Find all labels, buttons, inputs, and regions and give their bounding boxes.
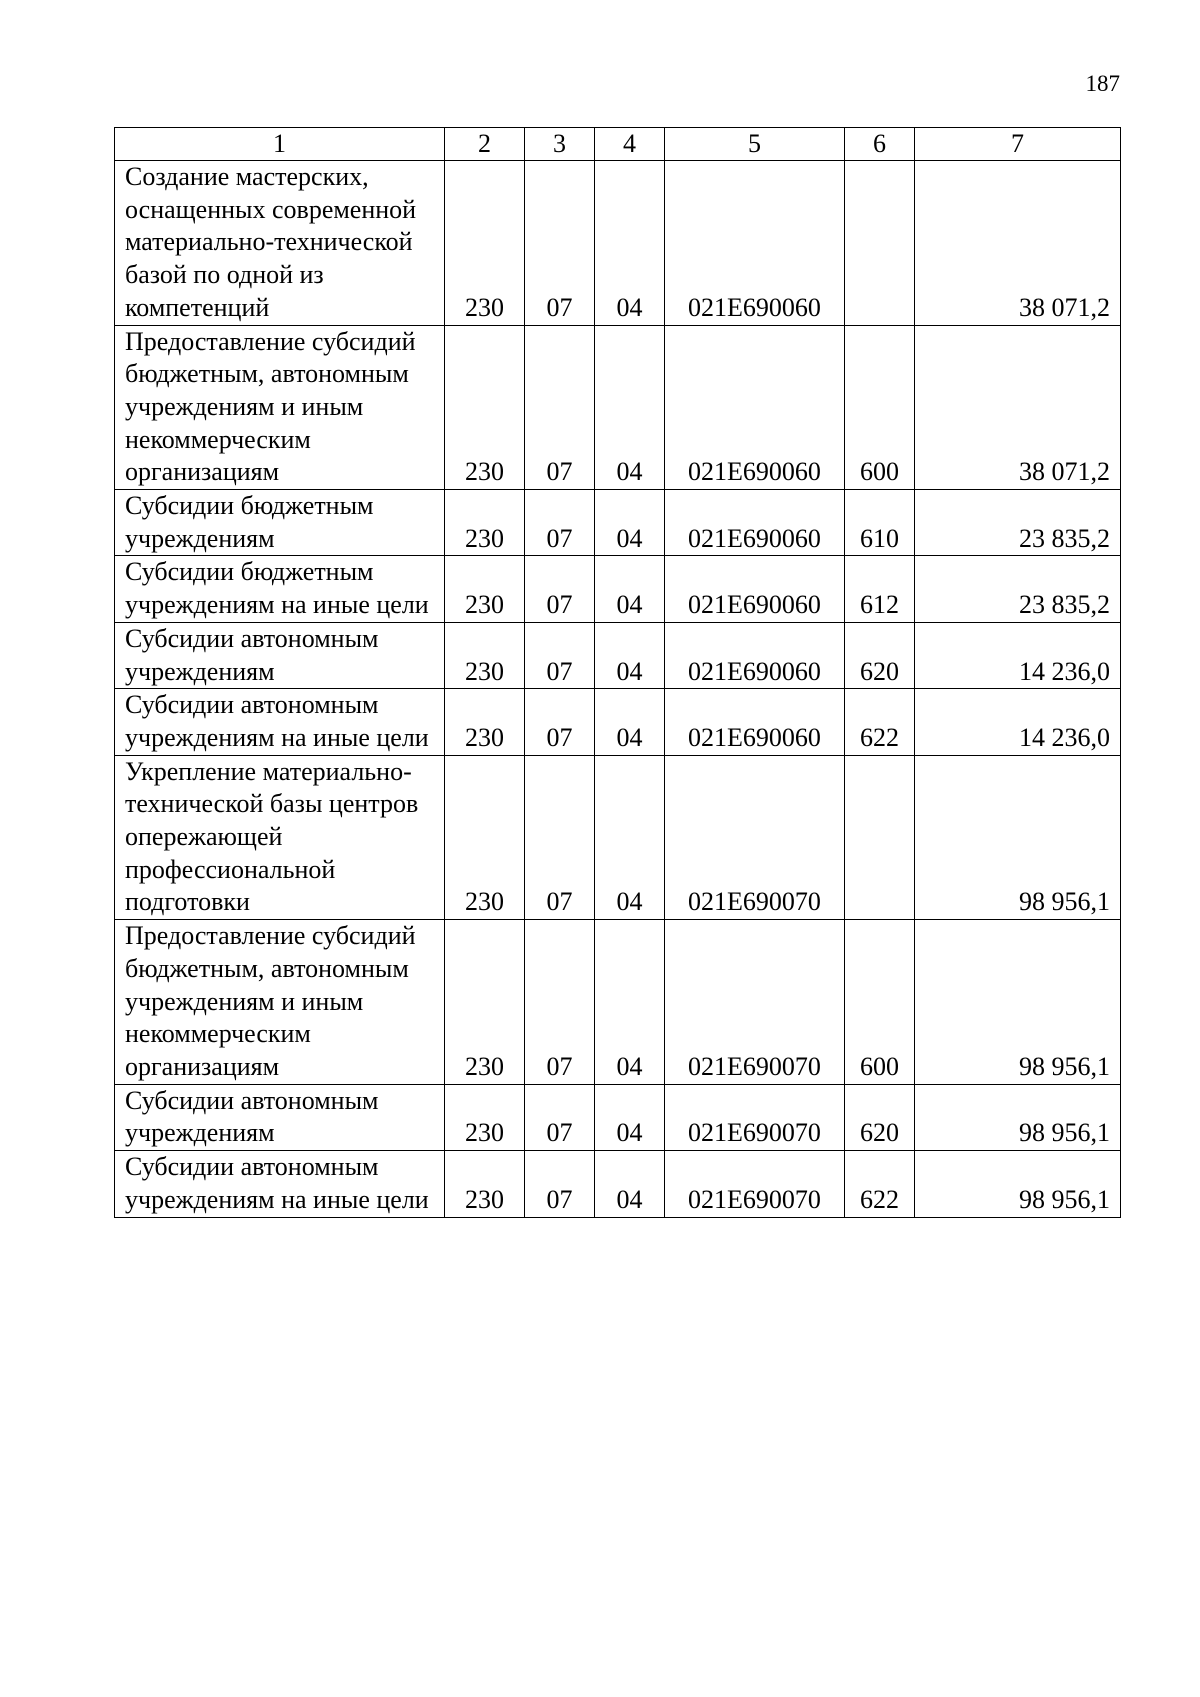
row-section-code: 07 <box>525 689 595 755</box>
row-section-code: 07 <box>525 325 595 490</box>
column-header: 1 <box>115 128 445 161</box>
table-row <box>115 1151 1121 1217</box>
table-row <box>115 622 1121 688</box>
column-header: 6 <box>845 128 915 161</box>
row-name: Субсидии бюджетным учреждениям на иные цели <box>115 556 445 622</box>
row-target-article: 021E690070 <box>665 1151 845 1217</box>
row-expense-type: 620 <box>845 622 915 688</box>
row-section-code: 07 <box>525 490 595 556</box>
row-target-article: 021E690060 <box>665 490 845 556</box>
row-target-article: 021E690060 <box>665 622 845 688</box>
row-name: Субсидии бюджетным учреждениям <box>115 490 445 556</box>
row-ministry-code: 230 <box>445 689 525 755</box>
row-name: Субсидии автономным учреждениям <box>115 622 445 688</box>
row-section-code: 07 <box>525 556 595 622</box>
table-row <box>115 1084 1121 1150</box>
table-row <box>115 755 1121 920</box>
row-amount: 98 956,1 <box>915 1151 1121 1217</box>
row-subsection-code: 04 <box>595 161 665 326</box>
page-number: 187 <box>1085 71 1120 96</box>
row-ministry-code: 230 <box>445 161 525 326</box>
row-target-article: 021E690070 <box>665 755 845 920</box>
table-row <box>115 556 1121 622</box>
row-name: Укрепление материально-технической базы центров опережающей профессиональной подготовки <box>115 755 445 920</box>
row-amount: 98 956,1 <box>915 1084 1121 1150</box>
row-target-article: 021E690070 <box>665 1084 845 1150</box>
row-expense-type: 612 <box>845 556 915 622</box>
row-subsection-code: 04 <box>595 622 665 688</box>
row-expense-type <box>845 755 915 920</box>
row-ministry-code: 230 <box>445 920 525 1085</box>
column-header: 3 <box>525 128 595 161</box>
row-expense-type: 600 <box>845 325 915 490</box>
row-expense-type <box>845 161 915 326</box>
row-name: Создание мастерских, оснащенных современной материально-технической базой по одной из компетенций <box>115 161 445 326</box>
table-row <box>115 161 1121 326</box>
table-row <box>115 689 1121 755</box>
row-subsection-code: 04 <box>595 325 665 490</box>
row-section-code: 07 <box>525 755 595 920</box>
row-target-article: 021E690060 <box>665 325 845 490</box>
row-amount: 23 835,2 <box>915 556 1121 622</box>
row-subsection-code: 04 <box>595 755 665 920</box>
row-amount: 38 071,2 <box>915 325 1121 490</box>
row-amount: 23 835,2 <box>915 490 1121 556</box>
row-amount: 38 071,2 <box>915 161 1121 326</box>
row-ministry-code: 230 <box>445 325 525 490</box>
row-target-article: 021E690060 <box>665 161 845 326</box>
row-target-article: 021E690060 <box>665 689 845 755</box>
row-subsection-code: 04 <box>595 689 665 755</box>
row-section-code: 07 <box>525 622 595 688</box>
row-expense-type: 622 <box>845 1151 915 1217</box>
column-header: 7 <box>915 128 1121 161</box>
budget-table <box>114 127 1121 1218</box>
row-target-article: 021E690060 <box>665 556 845 622</box>
row-expense-type: 610 <box>845 490 915 556</box>
row-expense-type: 622 <box>845 689 915 755</box>
row-ministry-code: 230 <box>445 1151 525 1217</box>
row-name: Субсидии автономным учреждениям <box>115 1084 445 1150</box>
row-name: Предоставление субсидий бюджетным, автономным учреждениям и иным некоммерческим организациям <box>115 920 445 1085</box>
row-expense-type: 600 <box>845 920 915 1085</box>
row-ministry-code: 230 <box>445 1084 525 1150</box>
row-ministry-code: 230 <box>445 755 525 920</box>
row-amount: 98 956,1 <box>915 920 1121 1085</box>
row-subsection-code: 04 <box>595 920 665 1085</box>
row-subsection-code: 04 <box>595 556 665 622</box>
column-header: 4 <box>595 128 665 161</box>
row-amount: 14 236,0 <box>915 622 1121 688</box>
row-ministry-code: 230 <box>445 490 525 556</box>
table-row <box>115 920 1121 1085</box>
table-row <box>115 490 1121 556</box>
row-subsection-code: 04 <box>595 1084 665 1150</box>
row-ministry-code: 230 <box>445 622 525 688</box>
row-expense-type: 620 <box>845 1084 915 1150</box>
row-subsection-code: 04 <box>595 490 665 556</box>
row-ministry-code: 230 <box>445 556 525 622</box>
row-amount: 14 236,0 <box>915 689 1121 755</box>
row-section-code: 07 <box>525 161 595 326</box>
column-header: 2 <box>445 128 525 161</box>
table-row <box>115 325 1121 490</box>
row-subsection-code: 04 <box>595 1151 665 1217</box>
row-name: Предоставление субсидий бюджетным, автономным учреждениям и иным некоммерческим организациям <box>115 325 445 490</box>
row-name: Субсидии автономным учреждениям на иные цели <box>115 1151 445 1217</box>
column-header: 5 <box>665 128 845 161</box>
row-amount: 98 956,1 <box>915 755 1121 920</box>
table-header-row <box>115 128 1121 161</box>
row-section-code: 07 <box>525 920 595 1085</box>
row-section-code: 07 <box>525 1084 595 1150</box>
row-target-article: 021E690070 <box>665 920 845 1085</box>
row-section-code: 07 <box>525 1151 595 1217</box>
row-name: Субсидии автономным учреждениям на иные цели <box>115 689 445 755</box>
